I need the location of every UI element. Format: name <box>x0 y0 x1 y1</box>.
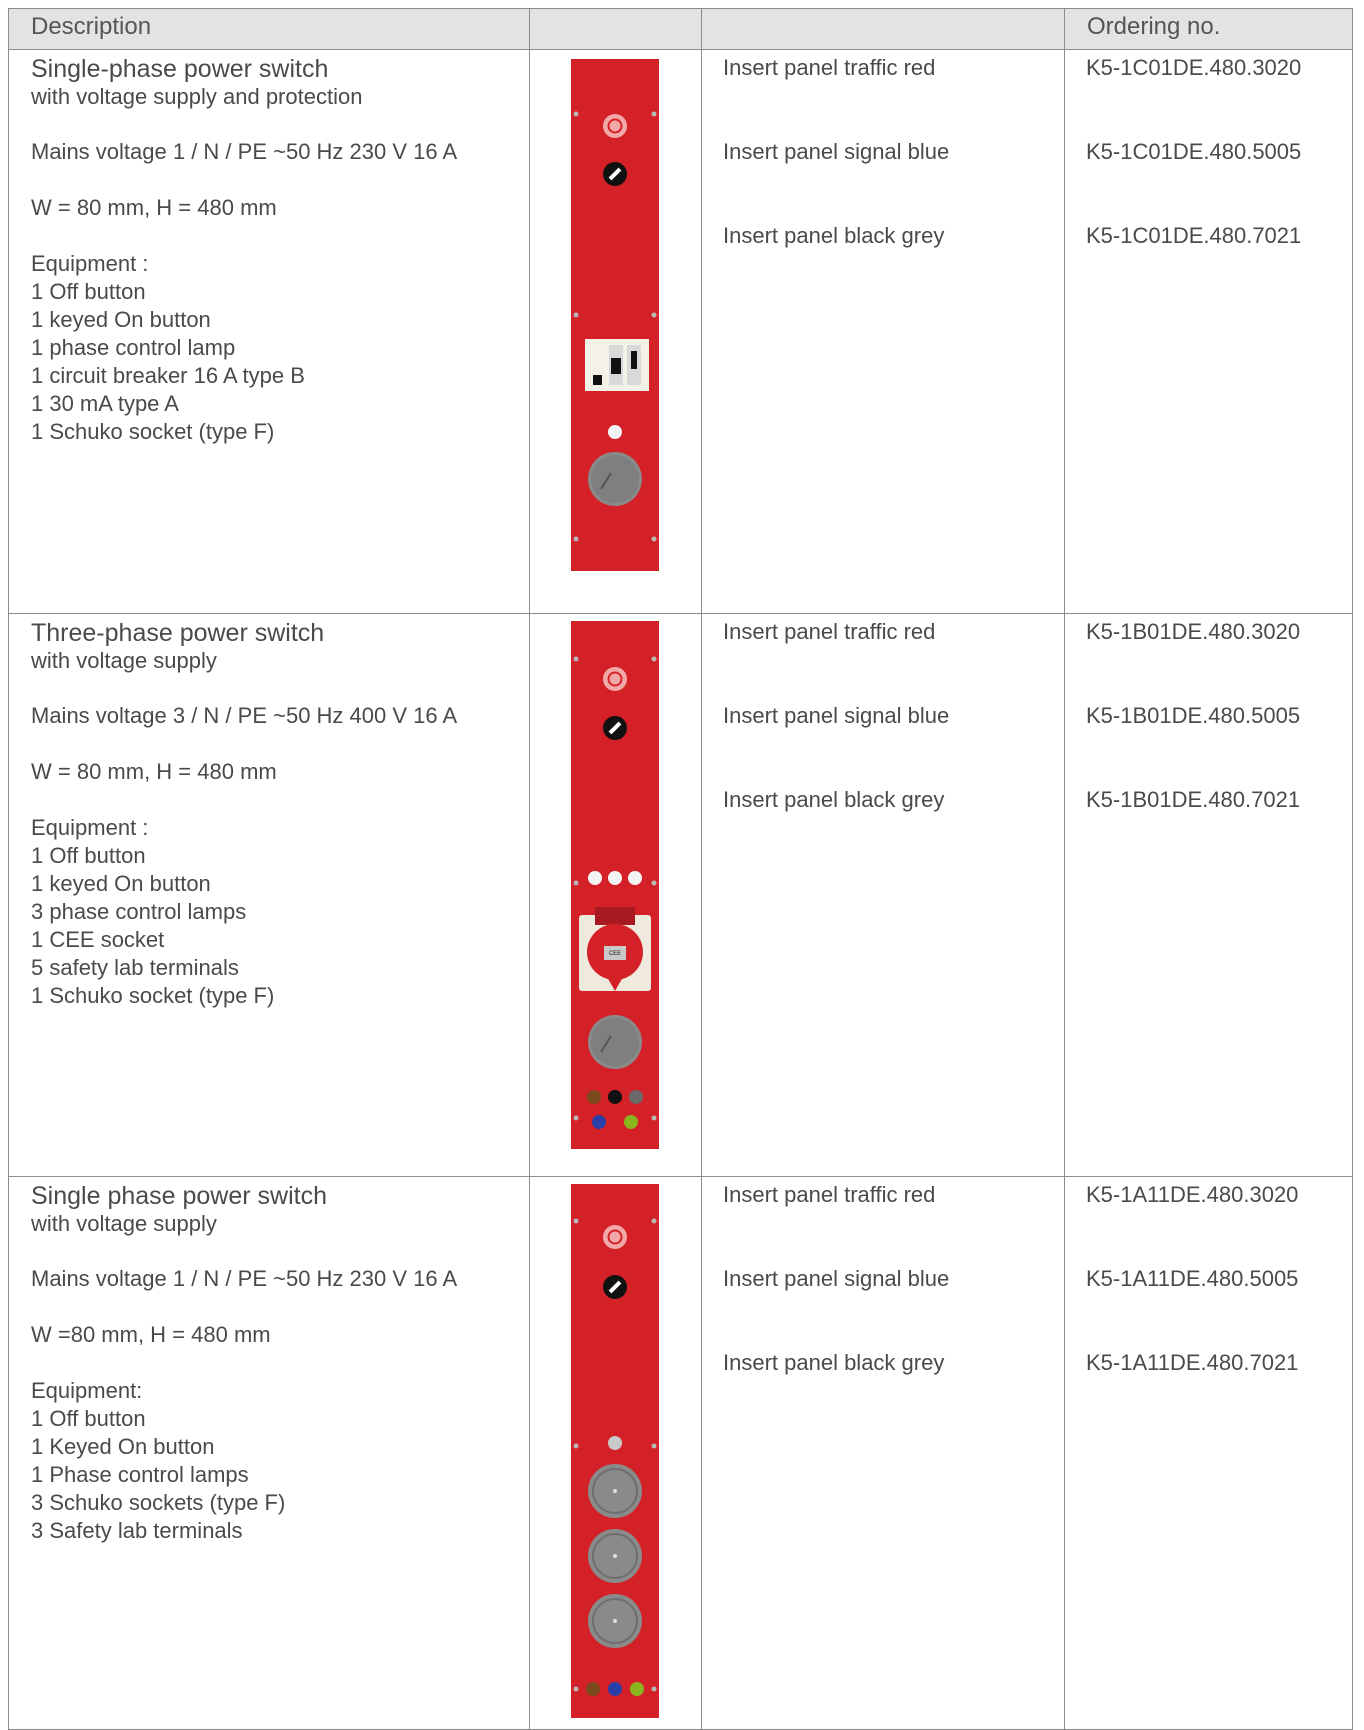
off-button-icon <box>603 667 627 691</box>
equipment-item: 1 Off button <box>31 843 146 868</box>
product-subtitle: with voltage supply <box>31 1211 217 1236</box>
panel-drawing <box>571 59 659 571</box>
circuit-breaker-icon <box>585 339 649 391</box>
variant-label: Insert panel signal blue <box>723 1266 950 1291</box>
ordering-number: K5-1C01DE.480.5005 <box>1086 139 1302 164</box>
key-switch-icon <box>603 1275 627 1299</box>
off-button-icon <box>603 1225 627 1249</box>
ordering-cell <box>1065 50 1353 614</box>
equipment-item: 1 Off button <box>31 1406 146 1431</box>
dimensions: W = 80 mm, H = 480 mm <box>31 195 277 220</box>
schuko-socket-icon <box>588 1015 642 1069</box>
table-row <box>9 50 1353 614</box>
equipment-item: 1 Keyed On button <box>31 1434 215 1459</box>
equipment-item: 3 phase control lamps <box>31 899 247 924</box>
ordering-number: K5-1A11DE.480.7021 <box>1086 1350 1299 1375</box>
equipment-item: 1 Phase control lamps <box>31 1462 249 1487</box>
ordering-number: K5-1A11DE.480.5005 <box>1086 1266 1299 1291</box>
equipment-item: 1 30 mA type A <box>31 391 179 416</box>
header-ordering-no: Ordering no. <box>1065 9 1353 50</box>
panel-image-cell <box>530 50 702 614</box>
description-cell <box>9 1177 530 1730</box>
panel-image-cell <box>530 1177 702 1730</box>
product-title: Single-phase power switch <box>31 55 329 83</box>
variants-cell <box>702 614 1065 1177</box>
product-title: Three-phase power switch <box>31 619 325 647</box>
control-lamp-icon <box>608 1436 622 1450</box>
equipment-item: 1 CEE socket <box>31 927 165 952</box>
panel-drawing <box>571 1184 659 1718</box>
panel-image <box>571 1184 659 1718</box>
control-lamp-icon <box>608 425 622 439</box>
control-lamps-icon <box>588 871 642 885</box>
variant-label: Insert panel black grey <box>723 223 945 248</box>
equipment-item: 3 Safety lab terminals <box>31 1518 243 1543</box>
product-subtitle: with voltage supply <box>31 648 217 673</box>
mains-voltage: Mains voltage 1 / N / PE ~50 Hz 230 V 16 A <box>31 1266 458 1291</box>
equipment-item: 3 Schuko sockets (type F) <box>31 1490 286 1515</box>
cee-socket-icon <box>579 907 651 991</box>
schuko-socket-icon <box>588 1529 642 1583</box>
header-description: Description <box>9 9 530 50</box>
key-switch-icon <box>603 162 627 186</box>
equipment-item: 1 keyed On button <box>31 307 211 332</box>
svg-text:CEE: CEE <box>608 951 622 957</box>
lab-terminals-icon <box>587 1090 643 1129</box>
product-subtitle: with voltage supply and protection <box>31 84 363 109</box>
equipment-label: Equipment : <box>31 251 149 276</box>
description-cell <box>9 50 530 614</box>
equipment-item: 1 circuit breaker 16 A type B <box>31 363 305 388</box>
equipment-item: 1 Schuko socket (type F) <box>31 983 275 1008</box>
product-title: Single phase power switch <box>31 1182 327 1210</box>
key-switch-icon <box>603 716 627 740</box>
schuko-socket-icon <box>588 452 642 506</box>
panel-image <box>571 59 659 571</box>
panel-image <box>571 621 659 1149</box>
panel-drawing <box>571 621 659 1149</box>
variant-label: Insert panel black grey <box>723 1350 945 1375</box>
mains-voltage: Mains voltage 3 / N / PE ~50 Hz 400 V 16 A <box>31 703 458 728</box>
table-row <box>9 1177 1353 1730</box>
ordering-cell <box>1065 614 1353 1177</box>
panel-image-cell <box>530 614 702 1177</box>
product-table <box>8 8 1353 1730</box>
dimensions: W =80 mm, H = 480 mm <box>31 1322 271 1347</box>
dimensions: W = 80 mm, H = 480 mm <box>31 759 277 784</box>
variant-label: Insert panel signal blue <box>723 703 950 728</box>
ordering-cell <box>1065 1177 1353 1730</box>
equipment-item: 1 Schuko socket (type F) <box>31 419 275 444</box>
equipment-label: Equipment: <box>31 1378 143 1403</box>
variant-label: Insert panel signal blue <box>723 139 950 164</box>
equipment-label: Equipment : <box>31 815 149 840</box>
variant-label: Insert panel traffic red <box>723 619 936 644</box>
variant-label: Insert panel traffic red <box>723 55 936 80</box>
description-cell <box>9 614 530 1177</box>
equipment-item: 5 safety lab terminals <box>31 955 239 980</box>
ordering-number: K5-1A11DE.480.3020 <box>1086 1182 1299 1207</box>
table-row <box>9 614 1353 1177</box>
off-button-icon <box>603 114 627 138</box>
ordering-number: K5-1C01DE.480.3020 <box>1086 55 1302 80</box>
ordering-number: K5-1C01DE.480.7021 <box>1086 223 1302 248</box>
schuko-socket-icon <box>588 1464 642 1518</box>
table-header-row <box>9 9 1353 50</box>
equipment-item: 1 keyed On button <box>31 871 211 896</box>
variant-label: Insert panel black grey <box>723 787 945 812</box>
ordering-number: K5-1B01DE.480.5005 <box>1086 703 1301 728</box>
mains-voltage: Mains voltage 1 / N / PE ~50 Hz 230 V 16 A <box>31 139 458 164</box>
variants-cell <box>702 1177 1065 1730</box>
ordering-number: K5-1B01DE.480.3020 <box>1086 619 1301 644</box>
variants-cell <box>702 50 1065 614</box>
variant-label: Insert panel traffic red <box>723 1182 936 1207</box>
lab-terminals-icon <box>586 1682 644 1696</box>
ordering-number: K5-1B01DE.480.7021 <box>1086 787 1301 812</box>
equipment-item: 1 Off button <box>31 279 146 304</box>
header-variant <box>702 9 1065 50</box>
header-image <box>530 9 702 50</box>
schuko-socket-icon <box>588 1594 642 1648</box>
equipment-item: 1 phase control lamp <box>31 335 236 360</box>
